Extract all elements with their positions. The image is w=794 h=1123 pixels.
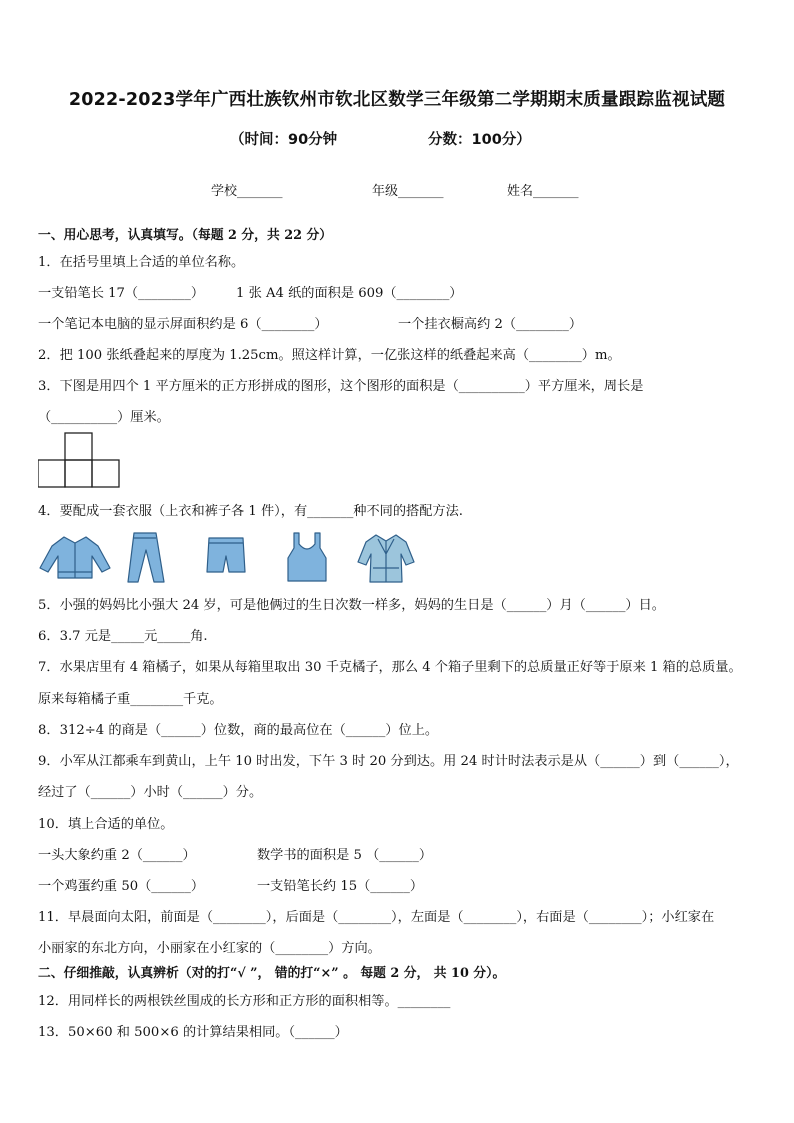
coat-icon — [356, 532, 416, 584]
question-10d: 一支铅笔长约 15（______） — [257, 879, 424, 894]
question-13: 13．50×60 和 500×6 的计算结果相同。（______） — [38, 1025, 348, 1040]
shorts-icon — [205, 532, 247, 578]
name-field: 姓名_______ — [507, 184, 579, 199]
question-2: 2．把 100 张纸叠起来的厚度为 1.25cm。照这样计算，一亿张这样的纸叠起来高（________）m。 — [38, 348, 621, 363]
question-6: 6．3.7 元是_____元_____角. — [38, 629, 208, 644]
question-3-line2: （__________）厘米。 — [38, 410, 170, 425]
question-3-line1: 3．下图是用四个 1 平方厘米的正方形拼成的图形，这个图形的面积是（__________）平方厘米，周长是 — [38, 379, 644, 394]
question-9-line1: 9．小军从江都乘车到黄山，上午 10 时出发，下午 3 时 20 分到达。用 24 时计时法表示是从（______）到（______）， — [38, 754, 739, 769]
question-1: 1．在括号里填上合适的单位名称。 — [38, 255, 245, 270]
question-1d: 一个挂衣橱高约 2（________） — [398, 317, 583, 332]
question-1a: 一支铅笔长 17（________） — [38, 286, 205, 301]
vest-icon — [286, 532, 328, 582]
question-10c: 一个鸡蛋约重 50（______） — [38, 879, 205, 894]
question-10a: 一头大象约重 2（______） — [38, 848, 196, 863]
question-10b: 数学书的面积是 5 （______） — [257, 848, 433, 863]
question-8: 8．312÷4 的商是（______）位数，商的最高位在（______）位上。 — [38, 723, 439, 738]
school-field: 学校_______ — [211, 184, 283, 199]
question-12: 12．用同样长的两根铁丝围成的长方形和正方形的面积相等。________ — [38, 994, 451, 1009]
question-5: 5．小强的妈妈比小强大 24 岁，可是他俩过的生日次数一样多，妈妈的生日是（______）月（______）日。 — [38, 598, 665, 613]
question-7-line2: 原来每箱橘子重________千克。 — [38, 692, 223, 707]
exam-subtitle: （时间：90分钟 分数：100分） — [230, 132, 531, 148]
question-11-line2: 小丽家的东北方向，小丽家在小红家的（________）方向。 — [38, 941, 381, 956]
question-1c: 一个笔记本电脑的显示屏面积约是 6（________） — [38, 317, 328, 332]
grade-field: 年级_______ — [372, 184, 444, 199]
question-9-line2: 经过了（______）小时（______）分。 — [38, 785, 263, 800]
square-figure — [38, 432, 122, 490]
section-2-heading: 二、仔细推敲，认真辨析（对的打“√ ”， 错的打“×” 。 每题 2 分， 共 10 分）。 — [38, 966, 506, 981]
page-title: 2022-2023学年广西壮族钦州市钦北区数学三年级第二学期期末质量跟踪监视试题 — [68, 90, 726, 110]
question-10: 10．填上合适的单位。 — [38, 817, 174, 832]
question-4: 4．要配成一套衣服（上衣和裤子各 1 件），有_______种不同的搭配方法. — [38, 504, 463, 519]
jacket-icon — [38, 532, 112, 582]
question-1b: 1 张 A4 纸的面积是 609（________） — [236, 286, 463, 301]
question-11-line1: 11．早晨面向太阳，前面是（________），后面是（________），左面是（________），右面是（________）；小红家在 — [38, 910, 715, 925]
question-7-line1: 7．水果店里有 4 箱橘子，如果从每箱里取出 30 千克橘子，那么 4 个箱子里剩下的总质量正好等于原来 1 箱的总质量。 — [38, 660, 742, 675]
trousers-icon — [126, 532, 166, 584]
section-1-heading: 一、用心思考，认真填写。（每题 2 分，共 22 分） — [38, 228, 333, 243]
